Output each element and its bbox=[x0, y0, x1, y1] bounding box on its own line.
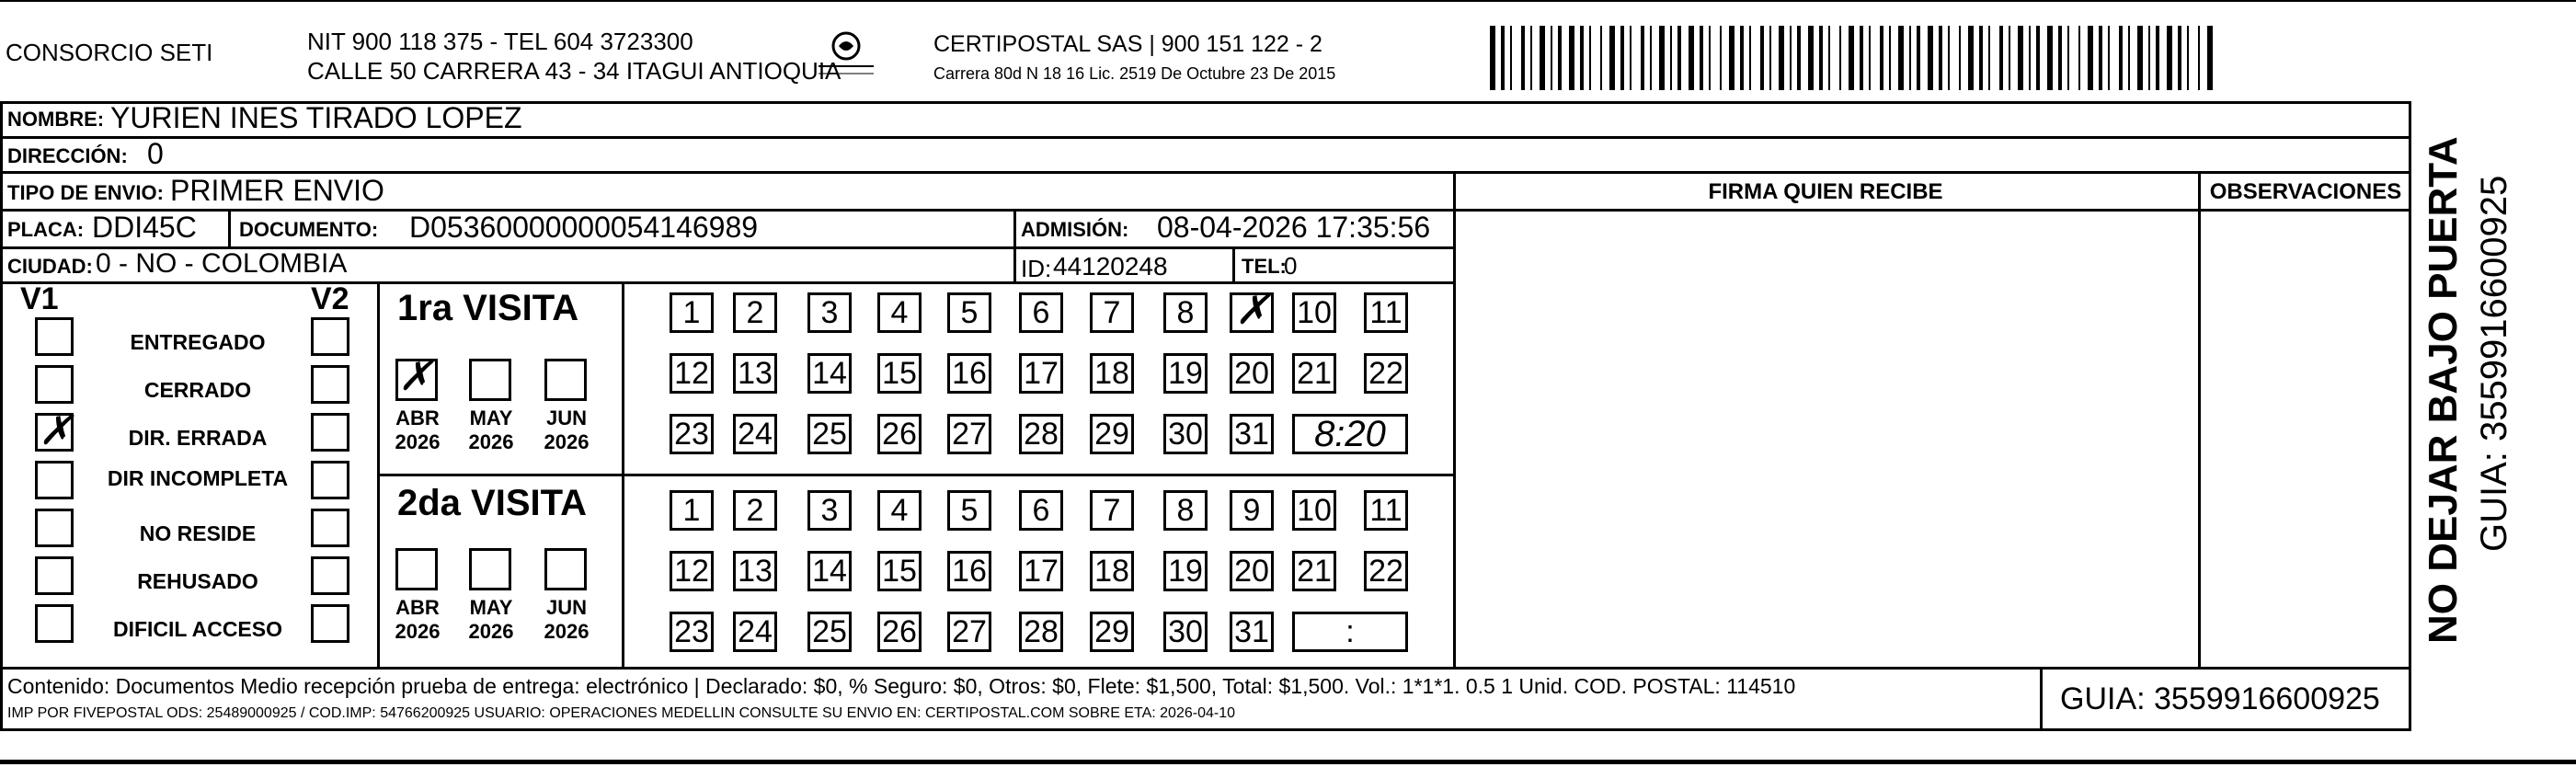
visit1-day-24[interactable]: 24 bbox=[733, 414, 777, 454]
visit1-day-5[interactable]: 5 bbox=[947, 292, 991, 333]
visit2-day-6[interactable]: 6 bbox=[1019, 490, 1063, 531]
certipostal-line1: CERTIPOSTAL SAS | 900 151 122 - 2 bbox=[933, 31, 1322, 57]
visit1-month-label: JUN bbox=[545, 406, 587, 429]
visit1-day-2[interactable]: 2 bbox=[733, 292, 777, 333]
documento-label: DOCUMENTO: bbox=[239, 218, 379, 241]
visit1-day-26[interactable]: 26 bbox=[877, 414, 922, 454]
direccion-value: 0 bbox=[147, 137, 164, 170]
visit2-day-13[interactable]: 13 bbox=[733, 551, 777, 591]
tipo-value: PRIMER ENVIO bbox=[170, 174, 384, 207]
visit1-title: 1ra VISITA bbox=[397, 288, 579, 328]
visit2-month-box[interactable] bbox=[395, 548, 438, 590]
visit2-day-14[interactable]: 14 bbox=[807, 551, 852, 591]
v1-mark: ✗ bbox=[39, 408, 73, 453]
visit2-day-1[interactable]: 1 bbox=[670, 490, 714, 531]
documento-value: D05360000000054146989 bbox=[409, 211, 759, 244]
visit2-day-20[interactable]: 20 bbox=[1230, 551, 1274, 591]
placa-value: DDI45C bbox=[92, 211, 197, 244]
ciudad-value: 0 - NO - COLOMBIA bbox=[96, 248, 348, 279]
no-dejar-bajo-puerta: NO DEJAR BAJO PUERTA bbox=[2421, 136, 2466, 644]
visit1-year-label: 2026 bbox=[544, 430, 590, 453]
visit2-day-17[interactable]: 17 bbox=[1019, 551, 1063, 591]
tipo-label: TIPO DE ENVIO: bbox=[7, 181, 164, 204]
visit1-day-1[interactable]: 1 bbox=[670, 292, 714, 333]
footer-line1: Contenido: Documentos Medio recepción prueba de entrega: electrónico | Declarado: $0, % Seguro: $0, Otros: $0, Flete: $1,500, Total: $1,500. Vol.: 1*1*1. 0.5 1 Unid. COD. POSTAL: 114510 bbox=[7, 674, 1796, 698]
visit1-day-11[interactable]: 11 bbox=[1364, 292, 1408, 333]
visit1-day-31[interactable]: 31 bbox=[1230, 414, 1274, 454]
visit1-month-box[interactable] bbox=[469, 359, 511, 401]
visit1-day-16[interactable]: 16 bbox=[947, 353, 991, 394]
v2-checkbox[interactable] bbox=[311, 556, 349, 595]
visit1-day-3[interactable]: 3 bbox=[807, 292, 852, 333]
visit2-day-15[interactable]: 15 bbox=[877, 551, 922, 591]
status-label: DIFICIL ACCESO bbox=[112, 617, 282, 641]
visit2-day-12[interactable]: 12 bbox=[670, 551, 714, 591]
visit1-day-6[interactable]: 6 bbox=[1019, 292, 1063, 333]
visit1-month-box[interactable] bbox=[544, 359, 587, 401]
visit1-day-23[interactable]: 23 bbox=[670, 414, 714, 454]
visit1-month-label: ABR bbox=[395, 406, 440, 429]
visit2-day-18[interactable]: 18 bbox=[1090, 551, 1134, 591]
visit2-title: 2da VISITA bbox=[397, 483, 587, 523]
visit2-day-10[interactable]: 10 bbox=[1292, 490, 1336, 531]
status-label: CERRADO bbox=[143, 378, 252, 402]
barcode bbox=[1490, 26, 2226, 90]
address-line: CALLE 50 CARRERA 43 - 34 ITAGUI ANTIOQUIA bbox=[307, 57, 841, 85]
visit2-day-27[interactable]: 27 bbox=[947, 612, 991, 652]
v2-checkbox[interactable] bbox=[311, 365, 349, 404]
visit2-day-3[interactable]: 3 bbox=[807, 490, 852, 531]
visit1-day-29[interactable]: 29 bbox=[1090, 414, 1134, 454]
visit1-day-28[interactable]: 28 bbox=[1019, 414, 1063, 454]
visit1-day-13[interactable]: 13 bbox=[733, 353, 777, 394]
visit2-day-19[interactable]: 19 bbox=[1163, 551, 1208, 591]
row-line bbox=[0, 667, 2411, 670]
visit2-day-28[interactable]: 28 bbox=[1019, 612, 1063, 652]
v1-checkbox[interactable] bbox=[35, 604, 74, 643]
certipostal-line2: Carrera 80d N 18 16 Lic. 2519 De Octubre 23 De 2015 bbox=[933, 64, 1336, 83]
visit2-day-25[interactable]: 25 bbox=[807, 612, 852, 652]
visit2-day-23[interactable]: 23 bbox=[670, 612, 714, 652]
tel-value: 0 bbox=[1284, 252, 1298, 280]
v1-checkbox[interactable] bbox=[35, 365, 74, 404]
visit1-time[interactable]: 8:20 bbox=[1292, 414, 1408, 454]
visit2-month-label: ABR bbox=[395, 596, 440, 619]
v2-checkbox[interactable] bbox=[311, 317, 349, 356]
certipostal-logo bbox=[809, 28, 883, 83]
visit2-day-30[interactable]: 30 bbox=[1163, 612, 1208, 652]
v2-checkbox[interactable] bbox=[311, 413, 349, 452]
v1-checkbox[interactable] bbox=[35, 556, 74, 595]
visit1-day-17[interactable]: 17 bbox=[1019, 353, 1063, 394]
visit2-day-9[interactable]: 9 bbox=[1230, 490, 1274, 531]
bottom-edge bbox=[0, 760, 2576, 764]
v1-checkbox[interactable] bbox=[35, 509, 74, 547]
visit2-time[interactable]: : bbox=[1292, 612, 1408, 652]
visit1-year-label: 2026 bbox=[468, 430, 514, 453]
direccion-label: DIRECCIÓN: bbox=[7, 144, 128, 167]
placa-sep bbox=[228, 209, 231, 246]
visit2-day-2[interactable]: 2 bbox=[733, 490, 777, 531]
visit1-day-30[interactable]: 30 bbox=[1163, 414, 1208, 454]
ciudad-label: CIUDAD: bbox=[7, 255, 93, 278]
visit1-day-22[interactable]: 22 bbox=[1364, 353, 1408, 394]
visit2-day-24[interactable]: 24 bbox=[733, 612, 777, 652]
v1-checkbox[interactable] bbox=[35, 317, 74, 356]
tel-label: TEL: bbox=[1242, 255, 1287, 278]
visit2-day-31[interactable]: 31 bbox=[1230, 612, 1274, 652]
visit1-day-27[interactable]: 27 bbox=[947, 414, 991, 454]
v2-checkbox[interactable] bbox=[311, 509, 349, 547]
observaciones-header: OBSERVACIONES bbox=[2209, 179, 2402, 204]
visit2-day-29[interactable]: 29 bbox=[1090, 612, 1134, 652]
nombre-label: NOMBRE: bbox=[7, 108, 105, 131]
footer-guia: GUIA: 3559916600925 bbox=[2060, 681, 2380, 716]
visit2-year-label: 2026 bbox=[395, 620, 441, 643]
status-label: ENTREGADO bbox=[130, 330, 266, 354]
v1-label: V1 bbox=[20, 281, 59, 316]
col-line bbox=[1453, 171, 1456, 668]
visit1-day-10[interactable]: 10 bbox=[1292, 292, 1336, 333]
visit2-month-label: JUN bbox=[545, 596, 587, 619]
col-header-line bbox=[1453, 209, 2411, 212]
admision-value: 08-04-2026 17:35:56 bbox=[1157, 211, 1431, 244]
visit1-day-4[interactable]: 4 bbox=[877, 292, 922, 333]
visit2-month-label: MAY bbox=[469, 596, 513, 619]
visit1-day-20[interactable]: 20 bbox=[1230, 353, 1274, 394]
status-label: DIR INCOMPLETA bbox=[107, 466, 289, 490]
visit2-day-16[interactable]: 16 bbox=[947, 551, 991, 591]
nit-line: NIT 900 118 375 - TEL 604 3723300 bbox=[307, 28, 693, 55]
visit2-day-8[interactable]: 8 bbox=[1163, 490, 1208, 531]
visit1-day-mark: ✗ bbox=[1235, 288, 1269, 333]
top-edge bbox=[0, 0, 2576, 2]
row-line bbox=[0, 281, 1453, 284]
visit1-day-15[interactable]: 15 bbox=[877, 353, 922, 394]
visit2-year-label: 2026 bbox=[468, 620, 514, 643]
status-label: NO RESIDE bbox=[139, 521, 257, 545]
visit1-day-18[interactable]: 18 bbox=[1090, 353, 1134, 394]
id-label: ID: bbox=[1021, 255, 1052, 282]
footer-line2: IMP POR FIVEPOSTAL ODS: 25489000925 / COD.IMP: 54766200925 USUARIO: OPERACIONES MEDELLIN CONSULTE SU ENVIO EN: CERTIPOSTAL.COM SOBRE ETA: 2026-04-10 bbox=[7, 705, 1235, 721]
visit2-day-22[interactable]: 22 bbox=[1364, 551, 1408, 591]
side-guia: GUIA: 3559916600925 bbox=[2474, 175, 2514, 552]
visit2-month-box[interactable] bbox=[544, 548, 587, 590]
visit1-day-14[interactable]: 14 bbox=[807, 353, 852, 394]
status-label: REHUSADO bbox=[137, 569, 258, 593]
v2-label: V2 bbox=[311, 281, 349, 316]
visit2-day-5[interactable]: 5 bbox=[947, 490, 991, 531]
visit1-month-mark: ✗ bbox=[398, 354, 432, 399]
visit1-day-21[interactable]: 21 bbox=[1292, 353, 1336, 394]
visit1-day-19[interactable]: 19 bbox=[1163, 353, 1208, 394]
visit-divider bbox=[377, 474, 1453, 476]
placa-label: PLACA: bbox=[7, 218, 85, 241]
status-label: DIR. ERRADA bbox=[128, 426, 268, 450]
visit1-day-12[interactable]: 12 bbox=[670, 353, 714, 394]
nombre-value: YURIEN INES TIRADO LOPEZ bbox=[110, 101, 522, 134]
id-value: 44120248 bbox=[1053, 252, 1168, 280]
visit2-year-label: 2026 bbox=[544, 620, 590, 643]
footer-sep bbox=[2040, 667, 2043, 731]
v2-checkbox[interactable] bbox=[311, 604, 349, 643]
visit2-day-21[interactable]: 21 bbox=[1292, 551, 1336, 591]
v1-checkbox[interactable] bbox=[35, 461, 74, 499]
visit2-day-11[interactable]: 11 bbox=[1364, 490, 1408, 531]
visit2-month-box[interactable] bbox=[469, 548, 511, 590]
visit1-day-7[interactable]: 7 bbox=[1090, 292, 1134, 333]
admision-sep bbox=[1013, 209, 1016, 281]
firma-header: FIRMA QUIEN RECIBE bbox=[1708, 179, 1943, 204]
tel-sep bbox=[1232, 246, 1235, 281]
visit1-day-25[interactable]: 25 bbox=[807, 414, 852, 454]
admision-label: ADMISIÓN: bbox=[1021, 218, 1129, 241]
col-line bbox=[2198, 171, 2201, 668]
v2-checkbox[interactable] bbox=[311, 461, 349, 499]
visit2-day-26[interactable]: 26 bbox=[877, 612, 922, 652]
visit1-day-8[interactable]: 8 bbox=[1163, 292, 1208, 333]
company-name: CONSORCIO SETI bbox=[6, 39, 213, 66]
row-line bbox=[0, 136, 2411, 139]
visit2-day-7[interactable]: 7 bbox=[1090, 490, 1134, 531]
visit1-month-label: MAY bbox=[469, 406, 513, 429]
visit1-year-label: 2026 bbox=[395, 430, 441, 453]
visit2-day-4[interactable]: 4 bbox=[877, 490, 922, 531]
